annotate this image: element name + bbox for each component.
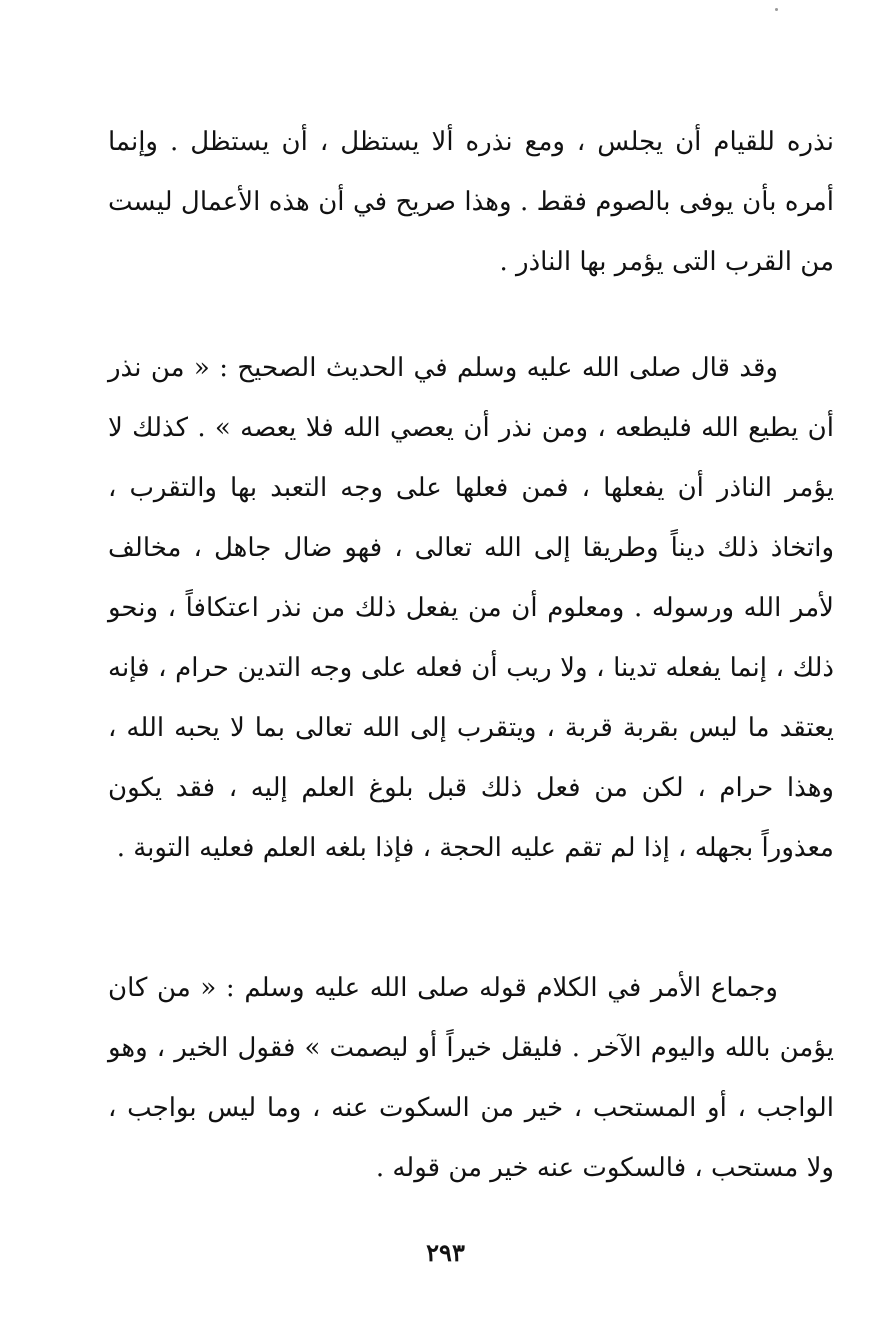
paragraph-2-block (108, 338, 834, 878)
paragraph-1: نذره للقيام أن يجلس ، ومع نذره ألا يستظل ، أن يستظل . وإنما أمره بأن يوفى بالصوم فقط . وهذا صريح في أن هذه الأعمال ليست من القرب التى يؤمر بها الناذر . (108, 127, 834, 277)
paragraph-3-block (108, 958, 834, 1198)
paragraph-3: وجماع الأمر في الكلام قوله صلى الله عليه وسلم : « من كان يؤمن بالله واليوم الآخر . فليقل خيراً أو ليصمت » فقول الخير ، وهو الواجب ، أو المستحب ، خير من السكوت عنه ، وما ليس بواجب ، ولا مستحب ، فالسكوت عنه خير من قوله . (108, 973, 834, 1183)
page-number: ٢٩٣ (426, 1238, 465, 1267)
paragraph-1-block (108, 112, 834, 292)
scan-speck (775, 8, 778, 11)
paragraph-2: وقد قال صلى الله عليه وسلم في الحديث الصحيح : « من نذر أن يطيع الله فليطعه ، ومن نذر أن يعصي الله فلا يعصه » . كذلك لا يؤمر الناذر أن يفعلها ، فمن فعلها على وجه التعبد بها والتقرب ، واتخاذ ذلك ديناً وطريقا إلى الله تعالى ، فهو ضال جاهل ، مخالف لأمر الله ورسوله . ومعلوم أن من يفعل ذلك من نذر اعتكافاً ، ونحو ذلك ، إنما يفعله تدينا ، ولا ريب أن فعله على وجه التدين حرام ، فإنه يعتقد ما ليس بقربة قربة ، ويتقرب إلى الله تعالى بما لا يحبه الله ، وهذا حرام ، لكن من فعل ذلك قبل بلوغ العلم إليه ، فقد يكون معذوراً بجهله ، إذا لم تقم عليه الحجة ، فإذا بلغه العلم فعليه التوبة . (108, 353, 834, 863)
